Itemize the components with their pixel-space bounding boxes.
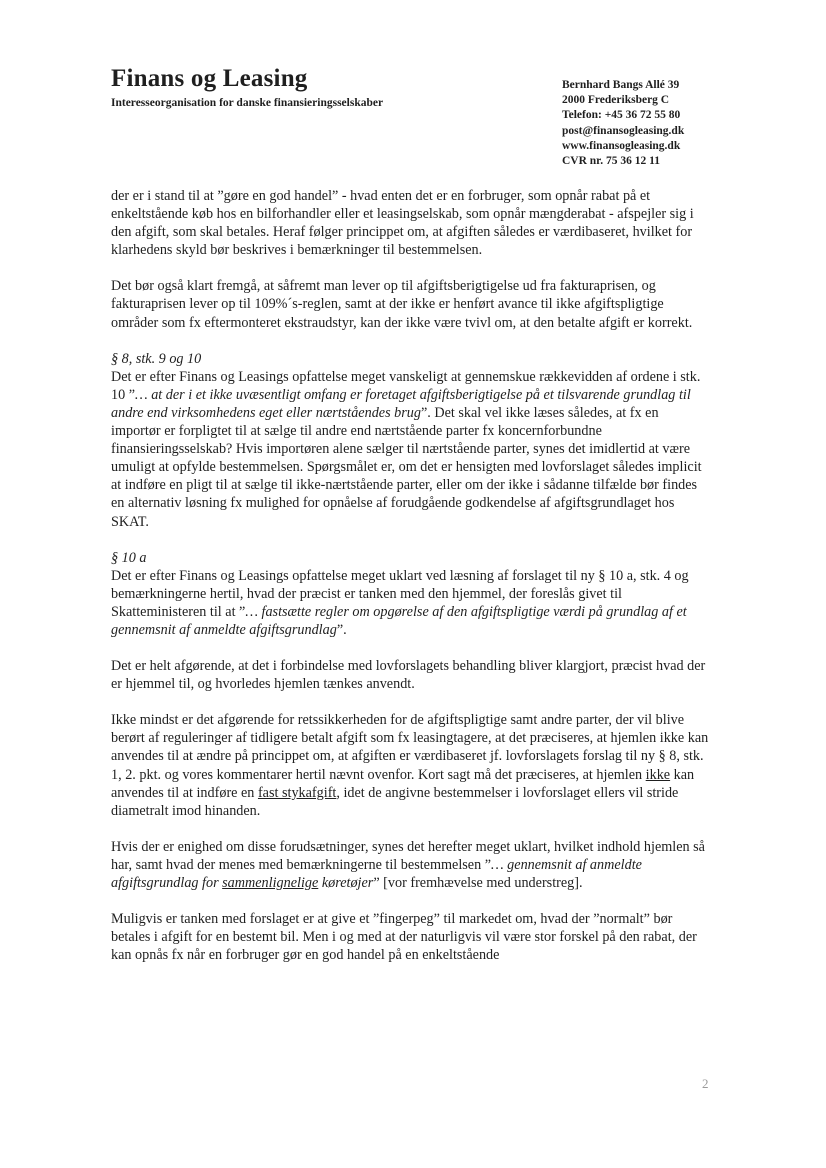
paragraph-4-text-a: Det er efter Finans og Leasings opfattelse meget uklart ved læsning af forslaget til ny § 10 a, stk. 4 og bemærkningerne hertil, hvad der præcist er tanken med den hjemmel, der foreslås givet til Skatteministeren til at ” xyxy=(111,567,689,620)
organization-subtitle: Interesseorganisation for danske finansieringsselskaber xyxy=(111,97,384,109)
paragraph-3-text-a: Det er efter Finans og Leasings opfattelse meget vanskeligt at gennemskue rækkevidden af ordene i stk. 10 ” xyxy=(111,368,701,403)
paragraph-1: der er i stand til at ”gøre en god handel” - hvad enten det er en forbruger, som opnår rabat på et enkeltstående køb hos en bilforhandler eller et leasingselskab, som opnår mængderabat - afspejler sig i den afgift, som skal betales. Heraf følger princippet om, at afgiften således er værdibaseret, hvilket for klarhedens skyld bør beskrives i bemærkninger til bestemmelsen. xyxy=(111,188,694,259)
paragraph-6-underline-ikke: ikke xyxy=(645,766,671,783)
paragraph-6-text-c: , idet de angivne bestemmelser i lovforslaget ellers vil stride diametralt imod hinanden. xyxy=(111,784,679,819)
paragraph-4 xyxy=(111,567,711,639)
paragraph-4-quote: … fastsætte regler om opgørelse af den afgiftspligtige værdi på grundlag af et gennemsnit af anmeldte afgiftsgrundlag xyxy=(111,603,687,638)
paragraph-6-underline-stykafgift: fast stykafgift xyxy=(257,784,337,801)
paragraph-7-underline: sammenlignelige xyxy=(222,875,319,891)
paragraph-5: Det er helt afgørende, at det i forbindelse med lovforslagets behandling bliver klargjort, præcist hvad der er hjemmel til, og hvorledes hjemlen tænkes anvendt. xyxy=(111,658,706,693)
paragraph-7 xyxy=(111,838,711,892)
address-street: Bernhard Bangs Allé 39 xyxy=(562,79,680,91)
paragraph-6 xyxy=(111,711,711,820)
paragraph-8: Muligvis er tanken med forslaget er at give et ”fingerpeg” til markedet om, hvad der ”normalt” bør betales i afgift for en bestemt bil. Men i og med at der naturligvis vil være stor forskel på den rabat, der kan opnås fx når en forbruger gør en god handel på en enkeltstående xyxy=(111,911,697,964)
paragraph-2: Det bør også klart fremgå, at såfremt man lever op til afgiftsberigtigelse ud fra fakturaprisen, og fakturaprisen lever op til 109%´s-reglen, samt at der ikke er henført avance til ikke afgiftspligtige områder som fx eftermonteret ekstraudstyr, kan der ikke være tvivl om, at den betalte afgift er korrekt. xyxy=(111,278,693,331)
paragraph-6-text-a: Ikke mindst er det afgørende for retssikkerheden for de afgiftspligtige samt andre parter, der vil blive berørt af reguleringer af tidligere betalt afgift som fx leasingtagere, at det præciseres, at hjemlen ikke kan anvendes til at ændre på princippet om, at afgiften er værdibaseret jf. lovforslagets forslag til ny § 8, stk. 1, 2. pkt. og vores kommentarer hertil nævnt ovenfor. Kort sagt må det præciseres, at hjemlen xyxy=(111,712,709,783)
address-block xyxy=(562,78,762,169)
address-cvr: CVR nr. 75 36 12 11 xyxy=(562,155,660,168)
address-email: post@finansogleasing.dk xyxy=(562,124,685,137)
paragraph-3 xyxy=(111,368,711,531)
section-heading-8: § 8, stk. 9 og 10 xyxy=(111,350,202,367)
page-number: 2 xyxy=(702,1076,709,1091)
section-heading-10a: § 10 a xyxy=(111,549,147,566)
organization-name: Finans og Leasing xyxy=(111,65,308,92)
paragraph-7-quote-b: køretøjer xyxy=(318,875,374,891)
paragraph-3-text-b: ”. Det skal vel ikke læses således, at fx en importør er forpligtet til at sælge til andre end nærtstående parter fx koncernforbundne finansieringsselskab? Hvis importøren alene sælger til nærtstående parter, synes det imidlertid at være umuligt at opfylde bestemmelsen. Spørgsmålet er, om det er hensigten med lovforslaget således implicit at indføre en pligt til at sælge til ikke-nærtstående parter, eller om der ikke i sådanne tilfælde bør findes en alternativ løsning fx mulighed for opnåelse af forudgående godkendelse af afgiftsgrundlaget hos SKAT. xyxy=(111,404,702,530)
address-website: www.finansogleasing.dk xyxy=(562,139,681,152)
address-city: 2000 Frederiksberg C xyxy=(562,94,670,107)
address-phone: Telefon: +45 36 72 55 80 xyxy=(562,109,681,122)
document-body xyxy=(111,187,711,964)
paragraph-7-quote-a: … gennemsnit af anmeldte afgiftsgrundlag for xyxy=(111,856,642,891)
paragraph-7-text-a: Hvis der er enighed om disse forudsætninger, synes det herefter meget uklart, hvilket indhold hjemlen så har, samt hvad der menes med bemærkningerne til bestemmelsen ” xyxy=(111,838,705,873)
paragraph-7-text-b: ” [vor fremhævelse med understreg]. xyxy=(373,875,583,891)
paragraph-6-text-b: kan anvendes til at indføre en xyxy=(111,766,695,801)
paragraph-4-text-b: ”. xyxy=(336,621,347,638)
paragraph-3-quote: … at der i et ikke uvæsentligt omfang er foretaget afgiftsberigtigelse på et tilsvarende grundlag til andre end virksomhedens eget eller nærtståendes brug xyxy=(111,386,691,421)
paragraph-7-quote-underlined xyxy=(222,875,318,891)
